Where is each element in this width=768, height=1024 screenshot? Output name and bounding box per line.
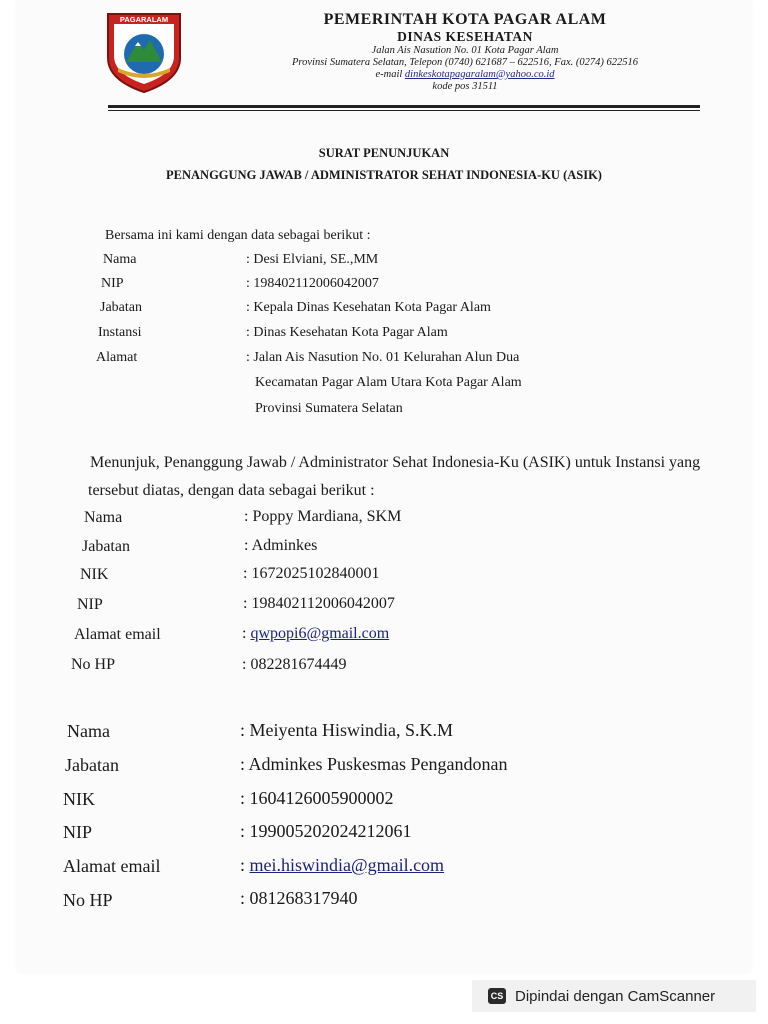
document-subtitle: PENANGGUNG JAWAB / ADMINISTRATOR SEHAT INDONESIA-KU (ASIK) <box>166 168 602 182</box>
person1-nama-label: Nama <box>84 509 123 526</box>
appointment-line-1: Menunjuk, Penanggung Jawab / Administrator Sehat Indonesia-Ku (ASIK) untuk Instansi yang <box>90 454 701 471</box>
person2-nip-label: NIP <box>63 822 93 842</box>
person2-nip-value: : 199005202024212061 <box>240 821 412 841</box>
person1-email-colon: : <box>242 625 247 642</box>
person1-jabatan-value: : Adminkes <box>244 537 318 554</box>
official-nip-value: : 198402112006042007 <box>246 276 379 291</box>
official-nama-value: : Desi Elviani, SE.,MM <box>246 252 379 267</box>
address-line-2: Provinsi Sumatera Selatan, Telepon (0740) 621687 – 622516, Fax. (0274) 622516 <box>292 57 638 68</box>
person2-email-link[interactable]: mei.hiswindia@gmail.com <box>249 855 445 875</box>
person1-email-link[interactable]: qwpopi6@gmail.com <box>250 625 390 642</box>
person1-nik-label: NIK <box>80 566 109 583</box>
official-nip-label: NIP <box>101 276 124 291</box>
person2-hp-value: : 081268317940 <box>240 888 358 908</box>
person1-hp-label: No HP <box>71 656 116 673</box>
letterhead-rule-thick <box>108 105 700 108</box>
person1-nip-value: : 198402112006042007 <box>243 595 395 612</box>
person1-email-label: Alamat email <box>74 626 161 643</box>
person2-jabatan-label: Jabatan <box>65 755 119 775</box>
official-instansi-label: Instansi <box>98 325 142 340</box>
logo-text: PAGARALAM <box>119 15 169 24</box>
person2-hp-label: No HP <box>63 890 113 910</box>
camscanner-text: Dipindai dengan CamScanner <box>515 987 716 1005</box>
government-name: PEMERINTAH KOTA PAGAR ALAM <box>323 11 607 28</box>
letterhead-rule-thin <box>108 110 700 111</box>
postal-code: kode pos 31511 <box>432 81 498 92</box>
person1-nik-value: : 1672025102840001 <box>243 565 380 582</box>
official-alamat-line3: Provinsi Sumatera Selatan <box>255 401 403 416</box>
official-jabatan-label: Jabatan <box>100 300 142 315</box>
camscanner-watermark <box>472 980 756 1012</box>
official-alamat-label: Alamat <box>96 350 138 365</box>
person1-email-row <box>242 625 389 643</box>
camscanner-icon: CS <box>488 988 506 1004</box>
person1-nama-value: : Poppy Mardiana, SKM <box>244 508 402 525</box>
official-alamat-line1: : Jalan Ais Nasution No. 01 Kelurahan Alun Dua <box>246 350 520 365</box>
document-title: SURAT PENUNJUKAN <box>318 146 450 160</box>
city-emblem-logo <box>104 10 184 96</box>
person2-email-row <box>240 855 444 876</box>
email-label: e-mail <box>375 69 403 80</box>
person2-nik-label: NIK <box>63 789 95 809</box>
email-line <box>200 69 730 81</box>
agency-name: DINAS KESEHATAN <box>397 29 533 44</box>
person2-jabatan-value: : Adminkes Puskesmas Pengandonan <box>240 754 508 774</box>
letterhead <box>200 10 730 93</box>
person2-nik-value: : 1604126005900002 <box>240 788 394 808</box>
agency-email-link[interactable]: dinkeskotapagaralam@yahoo.co.id <box>404 69 555 80</box>
person2-email-label: Alamat email <box>63 856 161 876</box>
person2-nama-value: : Meiyenta Hiswindia, S.K.M <box>240 720 453 740</box>
person1-jabatan-label: Jabatan <box>82 538 130 555</box>
person2-nama-label: Nama <box>67 721 110 741</box>
appointment-line-2: tersebut diatas, dengan data sebagai berikut : <box>88 482 375 499</box>
official-jabatan-value: : Kepala Dinas Kesehatan Kota Pagar Alam <box>246 300 491 315</box>
person1-hp-value: : 082281674449 <box>242 656 347 673</box>
official-alamat-line2: Kecamatan Pagar Alam Utara Kota Pagar Alam <box>255 375 522 390</box>
person1-nip-label: NIP <box>77 596 103 613</box>
official-instansi-value: : Dinas Kesehatan Kota Pagar Alam <box>246 325 448 340</box>
intro-text: Bersama ini kami dengan data sebagai berikut : <box>105 228 371 243</box>
official-nama-label: Nama <box>103 252 137 267</box>
address-line-1: Jalan Ais Nasution No. 01 Kota Pagar Alam <box>371 45 559 56</box>
person2-email-colon: : <box>240 855 246 875</box>
